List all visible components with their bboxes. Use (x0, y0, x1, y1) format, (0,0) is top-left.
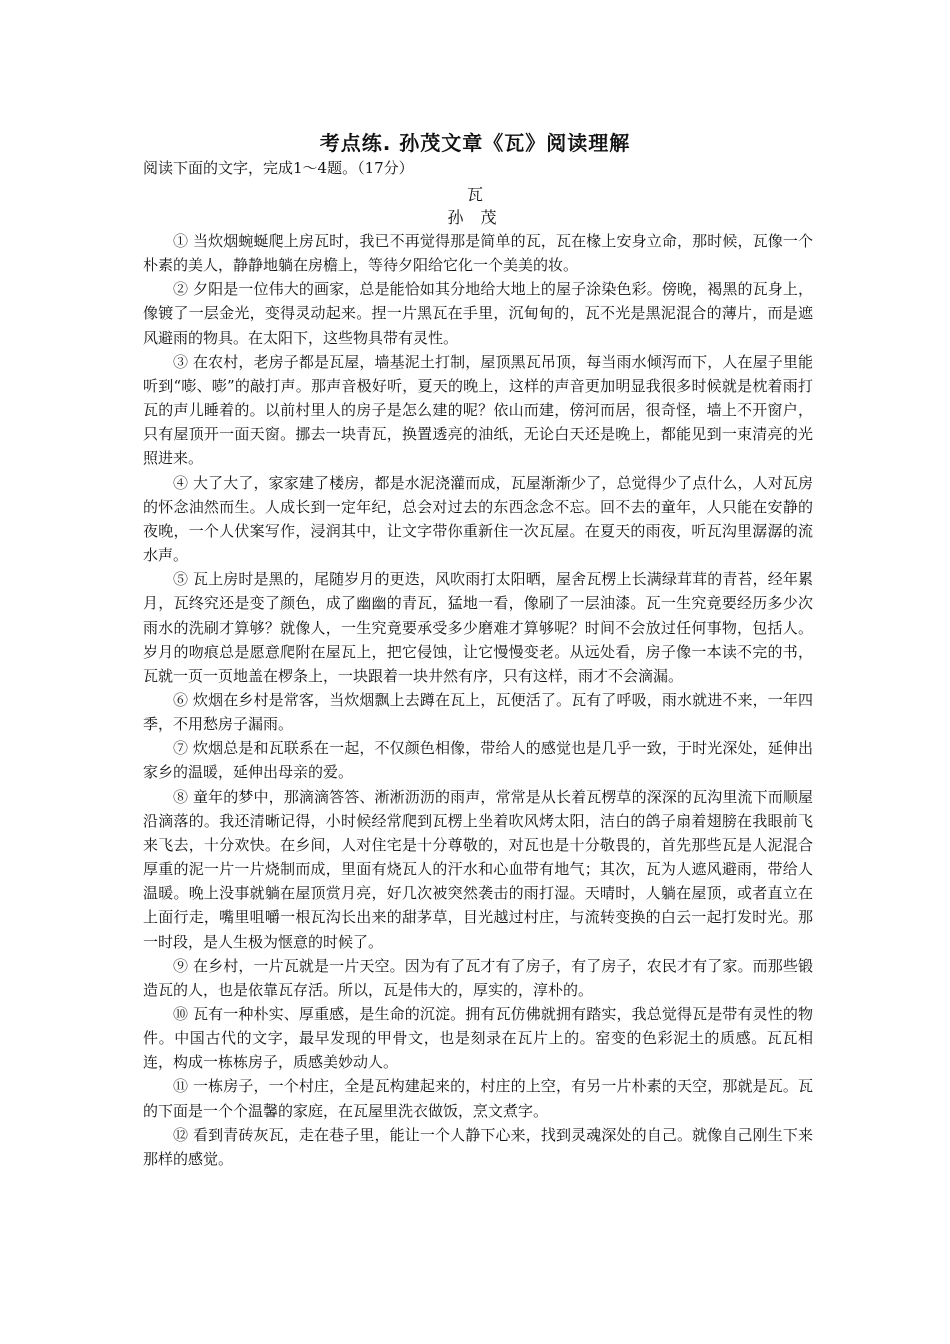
paragraph-6: ⑥ 炊烟在乡村是常客，当炊烟飘上去蹲在瓦上，瓦便活了。瓦有了呼吸，雨水就进不来，一年四季，不用愁房子漏雨。 (143, 690, 813, 734)
article-author: 孙 茂 (447, 208, 503, 227)
paragraph-9: ⑨ 在乡村，一片瓦就是一片天空。因为有了瓦才有了房子，有了房子，农民才有了家。而那些锻造瓦的人，也是依靠瓦存活。所以，瓦是伟大的，厚实的，淳朴的。 (143, 956, 813, 999)
paragraph-12: ⑫ 看到青砖灰瓦，走在巷子里，能让一个人静下心来，找到灵魂深处的自己。就像自己刚生下来那样的感觉。 (143, 1125, 813, 1168)
paragraph-5: ⑤ 瓦上房时是黑的，尾随岁月的更迭，风吹雨打太阳晒，屋舍瓦楞上长满绿茸茸的青苔，经年累月，瓦终究还是变了颜色，成了幽幽的青瓦，猛地一看，像刷了一层油漆。瓦一生究竟要经历多少次雨水的洗刷才算够？就像人，一生究竟要承受多少磨难才算够呢？时间不会放过任何事物，包括人。岁月的吻痕总是愿意爬附在屋瓦上，把它侵蚀，让它慢慢变老。从远处看，房子像一本读不完的书，瓦就一页一页地盖在椤条上，一块跟着一块井然有序，只有这样，雨才不会滴漏。 (143, 570, 813, 685)
paragraph-11: ⑪ 一栋房子，一个村庄，全是瓦构建起来的，村庄的上空，有另一片朴素的天空，那就是瓦。瓦的下面是一个个温馨的家庭，在瓦屋里洗衣做饭，烹文煮字。 (143, 1077, 813, 1120)
paragraph-3: ③ 在农村，老房子都是瓦屋，墙基泥土打制，屋顶黑瓦吊顶，每当雨水倾泻而下，人在屋子里能听到“嘭、嘭”的敲打声。那声音极好听，夏天的晚上，这样的声音更加明显我很多时候就是枕着雨打瓦的声儿睡着的。以前村里人的房子是怎么建的呢？依山而建，傍河而居，很奇怪，墙上不开窗户，只有屋顶开一面天窗。挪去一块青瓦，换置透亮的油纸，无论白天还是晚上，都能见到一束清亮的光照进来。 (143, 352, 813, 468)
paragraph-10: ⑩ 瓦有一种朴实、厚重感，是生命的沉淀。拥有瓦仿佛就拥有踏实，我总觉得瓦是带有灵性的物件。中国古代的文字，最早发现的甲骨文，也是刻录在瓦片上的。窑变的色彩泥土的质感。瓦瓦相连，构成一栋栋房子，质感美妙动人。 (143, 1005, 813, 1072)
paragraph-1: ① 当炊烟蜿蜒爬上房瓦时，我已不再觉得那是简单的瓦，瓦在椽上安身立命，那时候，瓦像一个朴素的美人，静静地躺在房檐上，等待夕阳给它化一个美美的妆。 (143, 232, 813, 275)
paragraph-8: ⑧ 童年的梦中，那滴滴答答、淅淅沥沥的雨声，常常是从长着瓦楞草的深深的瓦沟里流下而顺屋沿滴落的。我还清晰记得，小时候经常爬到瓦楞上坐着吹风烤太阳，洁白的鸽子扇着翅膀在我眼前飞来飞去，十分欢快。在乡间，人对住宅是十分尊敬的，对瓦也是十分敬畏的，首先那些瓦是人泥混合厚重的泥一片一片烧制而成，里面有烧瓦人的汗水和心血带有地气；其次，瓦为人遮风避雨，带给人温暖。晚上没事就躺在屋顶赏月亮，好几次被突然袭击的雨打湿。天晴时，人躺在屋顶，或者直立在上面行走，嘴里咀嚼一根瓦沟长出来的甜茅草，目光越过村庄，与流转变换的白云一起打发时光。那一时段，是人生极为惬意的时候了。 (143, 787, 813, 951)
paragraph-7: ⑦ 炊烟总是和瓦联系在一起，不仅颜色相像，带给人的感觉也是几乎一致，于时光深处，延伸出家乡的温暖，延伸出母亲的爱。 (143, 739, 813, 782)
paragraph-4: ④ 大了大了，家家建了楼房，都是水泥浇灌而成，瓦屋渐渐少了，总觉得少了点什么，人对瓦房的怀念油然而生。人成长到一定年纪，总会对过去的东西念念不忘。回不去的童年，人只能在安静的夜晚，一个人伏案写作，浸润其中，让文字带你重新住一次瓦屋。在夏天的雨夜，听瓦沟里潺潺的流水声。 (143, 473, 813, 565)
article-title: 瓦 (466, 185, 483, 204)
question-instruction: 阅读下面的文字，完成1～4题。（17分） (143, 159, 414, 177)
paragraph-2: ② 夕阳是一位伟大的画家，总是能恰如其分地给大地上的屋子涂染色彩。傍晚，褐黑的瓦身上，像镀了一层金光，变得灵动起来。捏一片黑瓦在手里，沉甸甸的，瓦不光是黑泥混合的薄片，而是遮风避雨的物具。在太阳下，这些物具带有灵性。 (143, 280, 813, 347)
page-title: 考点练. 孙茂文章《瓦》阅读理解 (319, 131, 631, 155)
article-body (143, 229, 813, 1171)
